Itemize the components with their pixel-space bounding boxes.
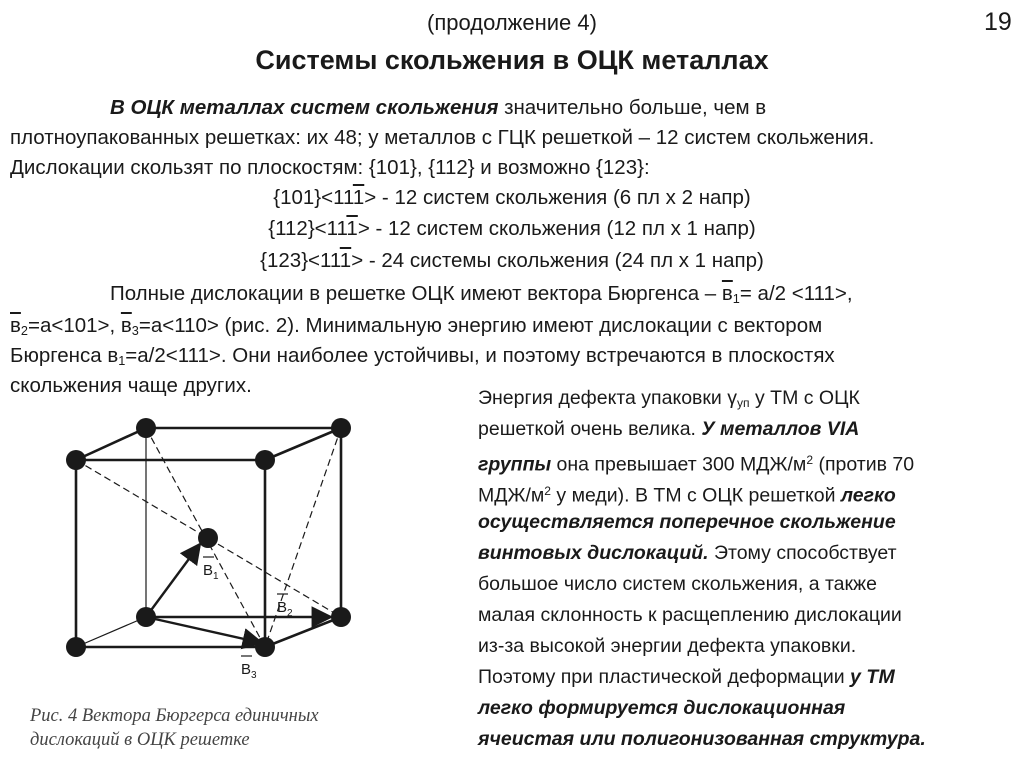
label-b2: $B_2$ xyxy=(277,599,293,619)
burgers-line-1: Полные дислокации в решетке ОЦК имеют вектора Бюргенса – $в_1= a/2 <111>$, xyxy=(110,282,853,307)
label-b3: $B_3$ xyxy=(241,661,257,681)
intro-line-1 xyxy=(110,96,766,120)
right-line-12: ячеистая или полигонизованная структура. xyxy=(478,728,926,750)
vector-labels xyxy=(203,557,293,681)
slip-system-1: {101}<111> - 12 систем скольжения (6 пл х 2 напр) xyxy=(273,186,751,209)
burgers-vectors xyxy=(146,544,331,643)
right-line-5: осуществляется поперечное скольжение xyxy=(478,511,896,533)
intro-bold: В ОЦК металлах систем скольжения xyxy=(110,96,499,119)
right-line-2: решеткой очень велика. У металлов VIA xyxy=(478,418,860,440)
slip-system-2: {112}<111> - 12 систем скольжения (12 пл х 1 напр) xyxy=(268,217,756,240)
right-line-6: винтовых дислокаций. Этому способствует xyxy=(478,542,897,564)
right-line-4: МДЖ/$м^2$ у меди). В ТМ с ОЦК решеткой легко xyxy=(478,484,896,507)
intro-line-2: плотноупакованных решетках: их 48; у металлов с ГЦК решеткой – 12 систем скольжения. xyxy=(10,126,875,149)
burgers-line-2: $в_2=a<101>$, $в_3=a<110> (рис$. 2). Минимальную энергию имеют дислокации с вектором xyxy=(10,314,823,339)
burgers-line-4: скольжения чаще других. xyxy=(10,374,252,397)
intro-rest: значительно больше, чем в xyxy=(498,96,767,119)
burgers-line-3: Бюргенса $в_1=a/2<111>$. Они наиболее устойчивы, и поэтому встречаются в плоскостях xyxy=(10,344,835,369)
right-line-11: легко формируется дислокационная xyxy=(478,697,846,719)
right-line-9: из-за высокой энергии дефекта упаковки. xyxy=(478,635,857,657)
page-number: 19 xyxy=(984,8,1012,36)
subtitle: (продолжение 4) xyxy=(427,10,597,35)
vector-b3 xyxy=(146,617,262,643)
right-line-3: группы она превышает 300 МДЖ/$м^2$ (против 70 xyxy=(478,453,915,476)
figure-caption-line-2: дислокаций в ОЦК решетке xyxy=(30,730,250,750)
right-line-10: Поэтому при пластической деформации у ТМ xyxy=(478,666,895,688)
right-line-7: большое число систем скольжения, а также xyxy=(478,573,877,595)
intro-line-3: Дислокации скользят по плоскостям: {101}, {112} и возможно {123}: xyxy=(10,156,650,179)
right-line-8: малая склонность к расщеплению дислокации xyxy=(478,604,902,626)
bcc-cell-figure xyxy=(50,405,370,695)
slip-system-3: {123}<111> - 24 системы скольжения (24 пл х 1 напр) xyxy=(260,249,764,272)
right-line-1: Энергия дефекта упаковки $\gamma_{уп}$ у ТМ с ОЦК xyxy=(478,387,860,411)
figure-caption-line-1: Рис. 4 Вектора Бюргерса единичных xyxy=(30,706,319,726)
lattice-atoms xyxy=(66,418,351,657)
vector-b1 xyxy=(146,544,200,617)
page-title: Системы скольжения в ОЦК металлах xyxy=(255,45,769,75)
label-b1: $B_1$ xyxy=(203,562,219,582)
